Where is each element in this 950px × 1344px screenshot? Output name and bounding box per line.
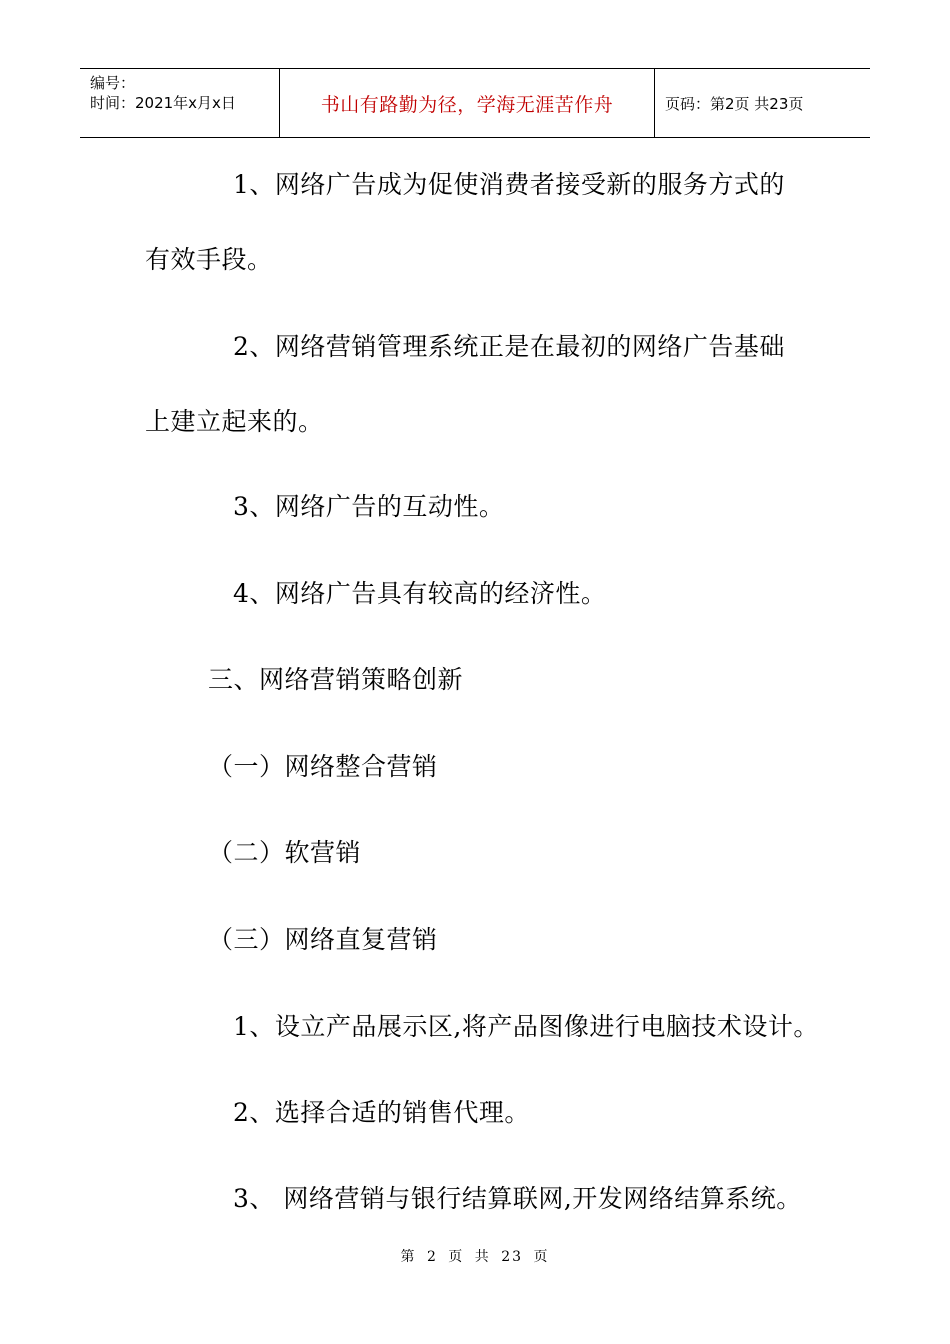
body-line-6: 4、网络广告具有较高的经济性。 [233, 579, 607, 608]
body-line-7: 1、设立产品展示区,将产品图像进行电脑技术设计。 [233, 1012, 819, 1041]
body-line-8: 2、选择合适的销售代理。 [233, 1098, 530, 1127]
header-motto: 书山有路勤为径，学海无涯苦作舟 [280, 69, 655, 137]
body-line-9: 3、 网络营销与银行结算联网,开发网络结算系统。 [233, 1184, 802, 1213]
subsection-3: （三）网络直复营销 [208, 925, 438, 954]
document-number-label: 编号： [90, 74, 136, 92]
header-left-cell [80, 69, 280, 137]
page-header [80, 68, 870, 138]
body-line-2: 有效手段。 [145, 245, 273, 274]
document-date-label: 时间：2021年x月x日 [90, 94, 236, 112]
body-line-5: 3、网络广告的互动性。 [233, 492, 505, 521]
subsection-2: （二）软营销 [208, 838, 362, 867]
section-heading: 三、网络营销策略创新 [208, 665, 464, 694]
header-page-info: 页码：第2页 共23页 [665, 94, 804, 113]
subsection-1: （一）网络整合营销 [208, 752, 438, 781]
page-footer: 第 2 页 共 23 页 [400, 1249, 550, 1265]
body-line-3: 2、网络营销管理系统正是在最初的网络广告基础 [233, 332, 785, 361]
body-line-4: 上建立起来的。 [145, 407, 324, 436]
body-line-1: 1、网络广告成为促使消费者接受新的服务方式的 [233, 170, 785, 199]
